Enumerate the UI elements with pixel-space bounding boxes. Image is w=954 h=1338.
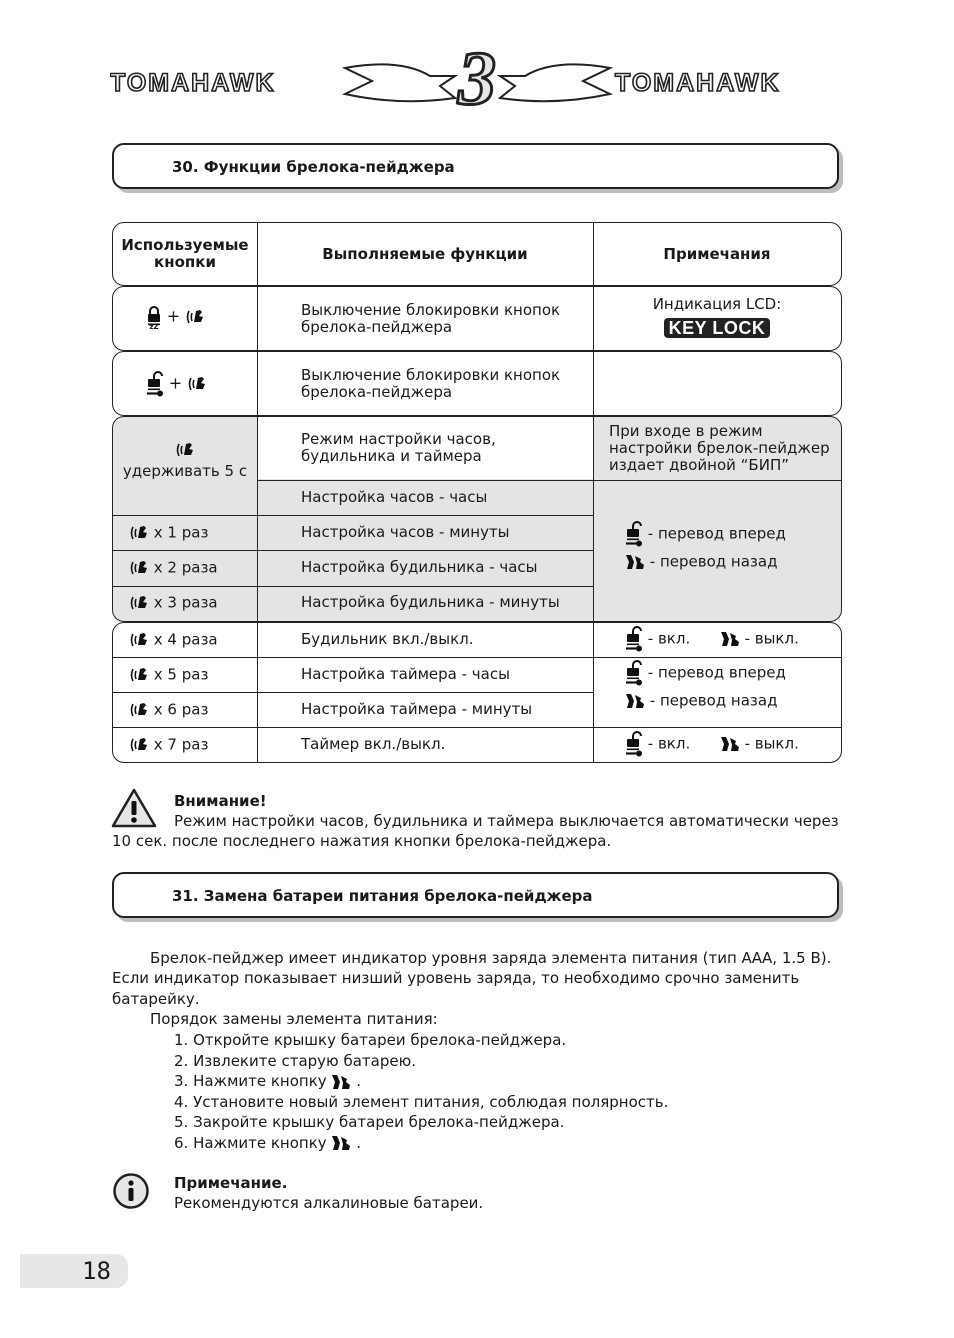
pager-bell-icon [129,736,149,754]
row3-buttons [113,441,257,480]
clock-adjust-note [625,521,835,571]
table-row [112,286,842,351]
brand-model-digit: 3 [458,46,496,116]
brand-left-text: TOMAHAWK [110,69,276,97]
timer-toggle-note [625,731,835,757]
row1-function: Выключение блокировки кнопок брелока-пейджера [301,301,561,336]
row7-function: Настройка будильника - минуты [301,593,560,611]
section-31-title: 31. Замена батареи питания брелока-пейджера [172,887,593,905]
brand-right-text: TOMAHAWK [615,69,781,97]
row5-function: Настройка часов - минуты [301,523,510,541]
note-text: Рекомендуются алкалиновые батареи. [174,1194,484,1212]
row7-buttons [129,594,257,612]
off-note: - выкл. [744,629,799,648]
row8-buttons [129,631,257,649]
row1-buttons [146,305,256,329]
row6-buttons [129,559,257,577]
list-item [174,1133,814,1154]
replace-order-intro: Порядок замены элемента питания: [150,1010,438,1028]
step-text: 6. Нажмите кнопку [174,1133,327,1152]
row11-buttons [129,736,257,754]
plus-sign: + [166,306,181,326]
list-item: 2. Извлеките старую батарею. [174,1051,416,1070]
row1-note [593,296,841,338]
pager-bell-icon [129,631,149,649]
row3-function: Режим настройки часов, будильника и таймера [301,430,496,465]
forward-note: - перевод вперед [647,524,786,543]
unlock-key-icon [146,371,164,397]
car-mute-icon [720,630,740,648]
pager-bell-icon [129,594,149,612]
list-item: 1. Откройте крышку батареи брелока-пейджера. [174,1031,567,1049]
alarm-toggle-note [625,626,835,652]
row9-function: Настройка таймера - часы [301,665,510,683]
pager-bell-icon [175,441,195,459]
note-title: Примечание. [174,1174,288,1192]
press-count: x 2 раза [153,558,218,577]
row10-function: Настройка таймера - минуты [301,700,533,718]
row5-buttons [129,524,257,542]
functions-table [112,222,842,762]
press-count: x 7 раз [153,735,209,754]
page-number: 18 [82,1257,111,1285]
battery-paragraph-line-2: Если индикатор показывает низший уровень заряда, то необходимо срочно заменить [112,969,800,987]
back-note: - перевод назад [649,691,778,710]
step-text: 3. Нажмите кнопку [174,1072,327,1090]
lcd-keylock-badge: KEY LOCK [664,318,771,338]
forward-note: - перевод вперед [647,663,786,682]
row2-function: Выключение блокировки кнопок брелока-пейджера [301,366,561,401]
pager-bell-icon [187,375,207,393]
car-mute-icon [625,553,645,571]
table-header-row [112,222,842,286]
press-count: x 1 раз [153,523,209,542]
section-30-title: 30. Функции брелока-пейджера [172,158,455,176]
brand-logo [110,46,845,116]
list-item [174,1071,814,1092]
press-count: x 3 раза [153,593,218,612]
pager-bell-icon [129,666,149,684]
pager-bell-icon [129,701,149,719]
lock-zz-icon [146,305,162,329]
table-row [112,351,842,416]
pager-bell-icon [185,308,205,326]
car-mute-icon [331,1134,351,1152]
battery-paragraph-line-1: Брелок-пейджер имеет индикатор уровня заряда элемента питания (тип ААА, 1.5 В). [150,949,832,967]
on-note: - вкл. [647,734,691,753]
on-note: - вкл. [647,629,691,648]
press-count: x 4 раза [153,630,218,649]
car-mute-icon [331,1073,351,1091]
replace-steps-list [174,1030,814,1153]
battery-paragraph-line-3: батарейку. [112,990,200,1008]
row3-note: При входе в режим настройки брелок-пейджер издает двойной “БИП” [609,422,830,474]
back-note: - перевод назад [649,552,778,571]
header-buttons: Используемые кнопки [121,236,249,271]
hold-label: удерживать 5 с [122,462,248,480]
brand-x3-emblem [345,46,610,116]
pager-bell-icon [129,524,149,542]
unlock-key-icon [625,660,643,686]
section-30-header [112,143,839,189]
timer-adjust-note [625,660,835,710]
list-item: 4. Установите новый элемент питания, соблюдая полярность. [174,1092,669,1111]
off-note: - выкл. [744,734,799,753]
warning-icon [111,787,157,829]
row8-function: Будильник вкл./выкл. [301,630,474,648]
car-mute-icon [720,735,740,753]
row6-function: Настройка будильника - часы [301,558,538,576]
pager-bell-icon [129,559,149,577]
step-dot: . [356,1133,361,1152]
press-count: x 6 раз [153,700,209,719]
car-mute-icon [625,692,645,710]
row9-buttons [129,666,257,684]
settings-group [112,416,842,622]
plus-sign: + [168,373,183,393]
lcd-indication-label: Индикация LCD: [652,295,782,313]
warning-line-2: 10 сек. после последнего нажатия кнопки брелока-пейджера. [112,832,612,850]
list-item: 5. Закройте крышку батареи брелока-пейджера. [174,1113,565,1131]
info-icon [112,1172,150,1210]
row2-buttons [146,371,256,397]
step-dot: . [356,1072,361,1090]
page-number-tab [20,1254,128,1288]
timer-group [112,622,842,763]
unlock-key-icon [625,731,643,757]
row4-function: Настройка часов - часы [301,488,488,506]
row10-buttons [129,701,257,719]
unlock-key-icon [625,521,643,547]
header-functions: Выполняемые функции [322,244,528,263]
press-count: x 5 раз [153,665,209,684]
warning-title: Внимание! [174,792,267,810]
row11-function: Таймер вкл./выкл. [301,735,446,753]
section-31-header [112,872,839,918]
warning-line-1: Режим настройки часов, будильника и таймера выключается автоматически через [174,812,839,830]
header-notes: Примечания [663,244,771,263]
unlock-key-icon [625,626,643,652]
